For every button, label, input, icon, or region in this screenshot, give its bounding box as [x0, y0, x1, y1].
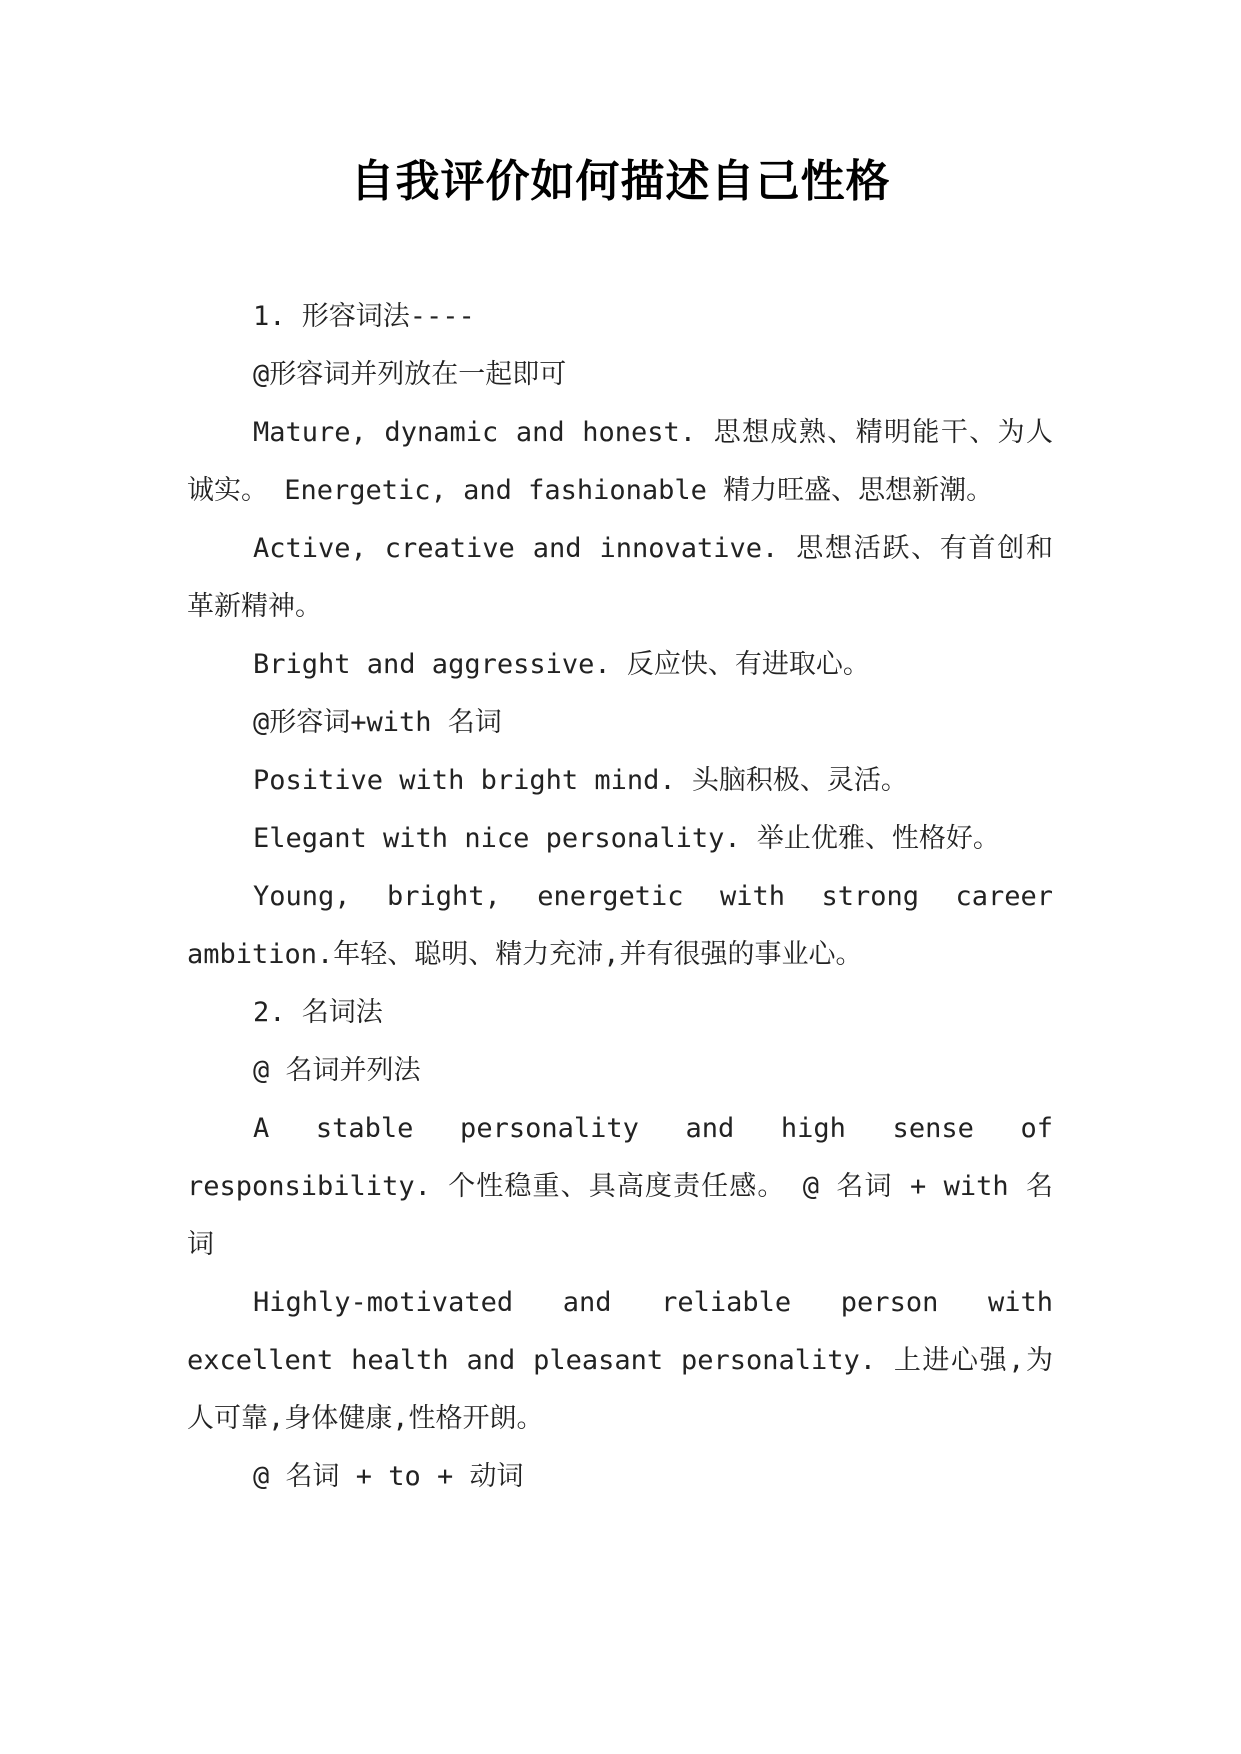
- paragraph-noun-list-rule: @ 名词并列法: [253, 1055, 421, 1086]
- document-title: 自我评价如何描述自己性格: [350, 156, 891, 207]
- paragraph-example-mature: Mature, dynamic and honest. 思想成熟、精明能干、为人诚实。 Energetic, and fashionable 精力旺盛、思想新潮。: [187, 417, 1053, 506]
- document-body: [187, 288, 1053, 1506]
- paragraph-example-young: Young, bright, energetic with strong career ambition.年轻、聪明、精力充沛,并有很强的事业心。: [187, 881, 1053, 970]
- paragraph-noun-to-verb-rule: @ 名词 + to + 动词: [253, 1461, 524, 1492]
- paragraph-example-elegant: Elegant with nice personality. 举止优雅、性格好。: [253, 823, 1000, 854]
- paragraph-section-2-heading: 2. 名词法: [253, 997, 383, 1028]
- paragraph-adjective-list-rule: @形容词并列放在一起即可: [253, 359, 567, 390]
- paragraph-example-stable: A stable personality and high sense of responsibility. 个性稳重、具高度责任感。 @ 名词 + with 名词: [187, 1113, 1053, 1260]
- paragraph-section-1-heading: 1. 形容词法----: [253, 301, 475, 332]
- paragraph-example-highly-motivated: Highly-motivated and reliable person with excellent health and pleasant personality. 上进心强,为人可靠,身体健康,性格开朗。: [187, 1287, 1053, 1434]
- paragraph-example-positive: Positive with bright mind. 头脑积极、灵活。: [253, 765, 908, 796]
- paragraph-example-active: Active, creative and innovative. 思想活跃、有首创和革新精神。: [187, 533, 1053, 622]
- paragraph-adjective-with-noun-rule: @形容词+with 名词: [253, 707, 502, 738]
- paragraph-example-bright: Bright and aggressive. 反应快、有进取心。: [253, 649, 870, 680]
